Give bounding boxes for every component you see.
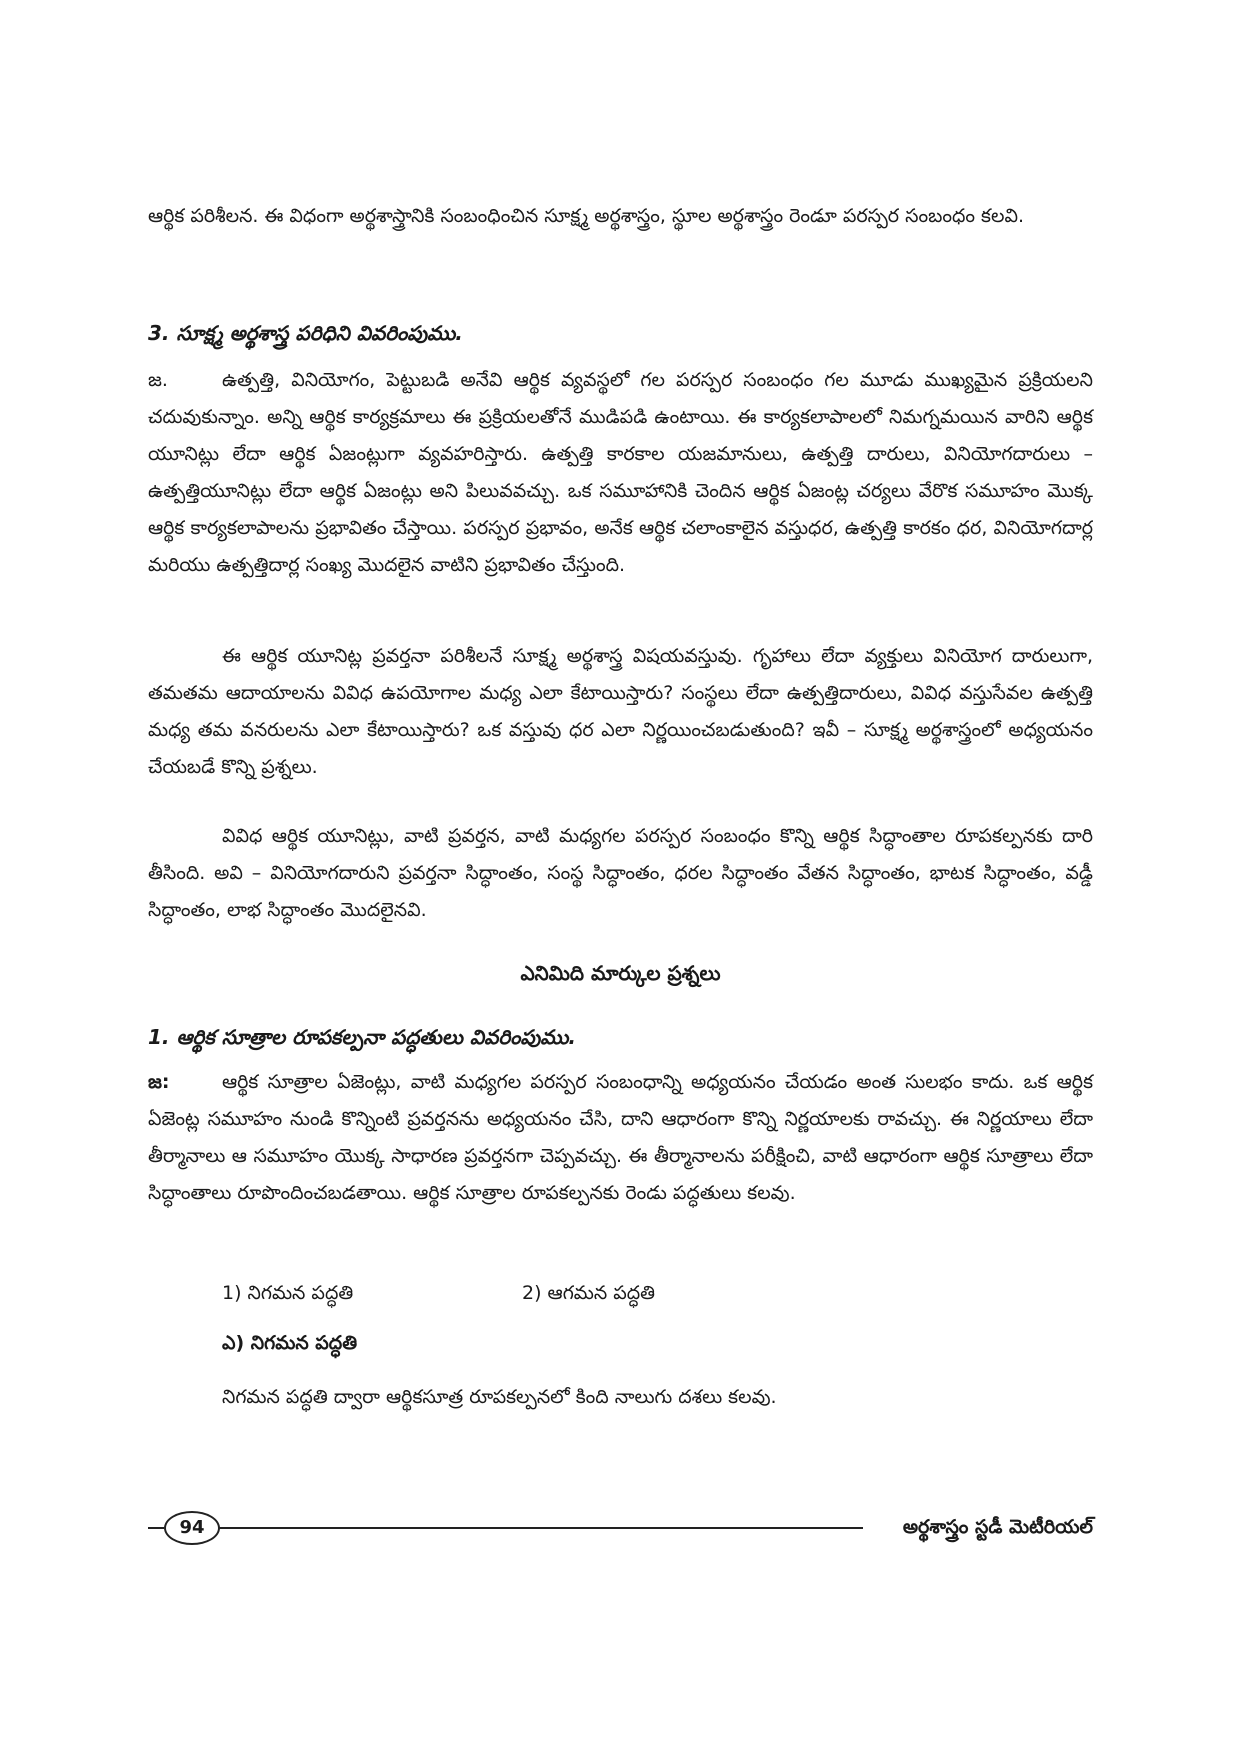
method-2: 2) ఆగమన పద్ధతి (522, 1282, 656, 1304)
question-1-answer-body (148, 1064, 1093, 1212)
question-3-heading: 3. సూక్ష్మ అర్థశాస్త్ర పరిధిని వివరింపుము. (148, 321, 463, 345)
footer-rule-left (148, 1527, 164, 1529)
footer-rule (218, 1527, 863, 1529)
intro-paragraph (148, 198, 1093, 235)
answer-paragraph-3: వివిధ ఆర్థిక యూనిట్లు, వాటి ప్రవర్తన, వాటి మధ్యగల పరస్పర సంబంధం కొన్ని ఆర్థిక సిద్ధాంతాల రూపకల్పనకు దారి తీసింది. అవి – వినియోగదారుని ప్రవర్తనా సిద్ధాంతం, సంస్థ సిద్ధాంతం, ధరల సిద్ధాంతం వేతన సిద్ధాంతం, భాటక సిద్ధాంతం, వడ్డీ సిద్ధాంతం, లాభ సిద్ధాంతం మొదలైనవి. (148, 825, 1093, 921)
question-3-answer-body (148, 362, 1093, 584)
answer-paragraph-1: ఉత్పత్తి, వినియోగం, పెట్టుబడి అనేవి ఆర్థిక వ్యవస్థలో గల పరస్పర సంబంధం గల మూడు ముఖ్యమైన ప్రక్రియలని చదువుకున్నాం. అన్ని ఆర్థిక కార్యక్రమాలు ఈ ప్రక్రియలతోనే ముడిపడి ఉంటాయి. ఈ కార్యకలాపాలలో నిమగ్నమయిన వారిని ఆర్థిక యూనిట్లు లేదా ఆర్థిక ఏజంట్లుగా వ్యవహరిస్తారు. ఉత్పత్తి కారకాల యజమానులు, ఉత్పత్తి దారులు, వినియోగదారులు – ఉత్పత్తియూనిట్లు లేదా ఆర్థిక ఏజంట్లు అని పిలువవచ్చు. ఒక సమూహానికి చెందిన ఆర్థిక ఏజంట్ల చర్యలు వేరొక సమూహం మొక్క ఆర్థిక కార్యకలాపాలను ప్రభావితం చేస్తాయి. పరస్పర ప్రభావం, అనేక ఆర్థిక చలాంకాలైన వస్తుధర, ఉత్పత్తి కారకం ధర, వినియోగదార్ల మరియు ఉత్పత్తిదార్ల సంఖ్య మొదలైన వాటిని ప్రభావితం చేస్తుంది. జ. (148, 362, 1093, 584)
question-1-heading: 1. ఆర్థిక సూత్రాల రూపకల్పనా పద్ధతులు వివరింపుము. (148, 1025, 576, 1049)
book-title: అర్థశాస్త్రం స్టడీ మెటీరియల్ (902, 1516, 1093, 1538)
method-1: 1) నిగమన పద్ధతి (222, 1282, 354, 1304)
answer-label: జ. (148, 369, 168, 391)
section-title: ఎనిమిది మార్కుల ప్రశ్నలు (520, 961, 721, 985)
question-3-heading-wrap (148, 318, 1093, 348)
page-footer (148, 1508, 1093, 1548)
question-1-heading-wrap (148, 1022, 1093, 1052)
answer-paragraph-2: ఈ ఆర్థిక యూనిట్ల ప్రవర్తనా పరిశీలనే సూక్ష్మ అర్థశాస్త్ర విషయవస్తువు. గృహాలు లేదా వ్యక్తులు వినియోగ దారులుగా, తమతమ ఆదాయాలను వివిధ ఉపయోగాల మధ్య ఎలా కేటాయిస్తారు? సంస్థలు లేదా ఉత్పత్తిదారులు, వివిధ వస్తుసేవల ఉత్పత్తి మధ్య తమ వనరులను ఎలా కేటాయిస్తారు? ఒక వస్తువు ధర ఎలా నిర్ణయించబడుతుంది? ఇవీ – సూక్ష్మ అర్థశాస్త్రంలో అధ్యయనం చేయబడే కొన్ని ప్రశ్నలు. (148, 645, 1093, 778)
subheading-deductive: ఎ) నిగమన పద్ధతి (222, 1332, 358, 1354)
methods-list (222, 1278, 922, 1308)
question-3-paragraph-2-wrap (148, 638, 1093, 786)
intro-text: ఆర్థిక పరిశీలన. ఈ విధంగా అర్థశాస్త్రానికి సంబంధించిన సూక్ష్మ అర్థశాస్త్రం, స్థూల అర్థశాస్త్రం రెండూ పరస్పర సంబంధం కలవి. (148, 205, 1024, 227)
answer-label: జ: (148, 1071, 170, 1093)
question-3-paragraph-3-wrap (148, 818, 1093, 929)
deductive-intro-line: నిగమన పద్ధతి ద్వారా ఆర్థికసూత్ర రూపకల్పనలో కింది నాలుగు దశలు కలవు. (222, 1386, 777, 1408)
q1-answer-paragraph: ఆర్థిక సూత్రాల ఏజెంట్లు, వాటి మధ్యగల పరస్పర సంబంధాన్ని అధ్యయనం చేయడం అంత సులభం కాదు. ఒక ఆర్థిక ఏజెంట్ల సమూహం నుండి కొన్నింటి ప్రవర్తనను అధ్యయనం చేసి, దాని ఆధారంగా కొన్ని నిర్ణయాలకు రావచ్చు. ఈ నిర్ణయాలు లేదా తీర్మానాలు ఆ సమూహం యొక్క సాధారణ ప్రవర్తనగా చెప్పవచ్చు. ఈ తీర్మానాలను పరీక్షించి, వాటి ఆధారంగా ఆర్థిక సూత్రాలు లేదా సిద్ధాంతాలు రూపొందించబడతాయి. ఆర్థిక సూత్రాల రూపకల్పనకు రెండు పద్ధతులు కలవు. జ: (148, 1064, 1093, 1212)
page-number: 94 (164, 1511, 220, 1545)
